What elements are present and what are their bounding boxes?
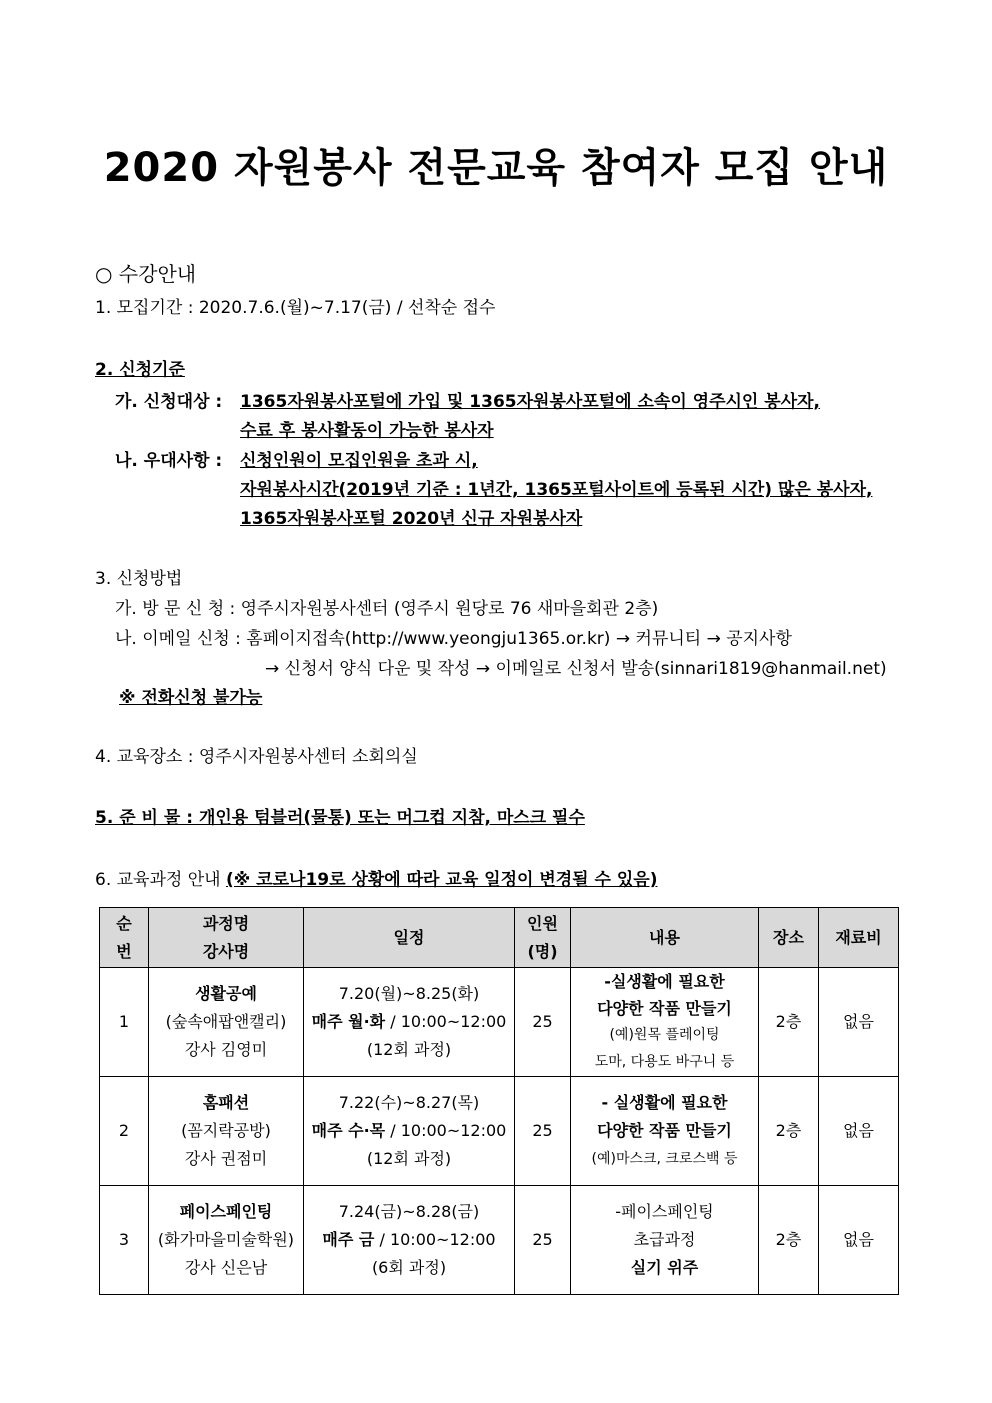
criteria-priority-line1: 신청인원이 모집인원을 초과 시,: [240, 451, 478, 471]
course-name: 생활공예: [195, 984, 257, 1003]
schedule-time-line: [304, 1008, 514, 1036]
content-line3: (예)원목 플레이팅: [609, 1027, 720, 1043]
schedule-sessions: (6회 과정): [371, 1258, 447, 1277]
cell-fee: 없음: [819, 1186, 899, 1295]
course-guide-note: (※ 코로나19로 상황에 따라 교육 일정이 변경될 수 있음): [225, 870, 658, 890]
criteria-target-line1: 1365자원봉사포털에 가입 및 1365자원봉사포털에 소속이 영주시인 봉사자,: [240, 392, 820, 412]
cell-course: [149, 968, 304, 1077]
supplies: 5. 준 비 물 : 개인용 텀블러(물통) 또는 머그컵 지참, 마스크 필수: [95, 808, 585, 828]
cell-fee: 없음: [819, 968, 899, 1077]
schedule-time-line: [304, 1226, 514, 1254]
page-title: 2020 자원봉사 전문교육 참여자 모집 안내: [103, 145, 889, 191]
section-heading: ○ 수강안내: [95, 262, 197, 286]
recruit-period-value: : 2020.7.6.(월)~7.17(금) / 선착순 접수: [187, 298, 496, 318]
content-line1: -실생활에 필요한: [604, 972, 725, 991]
course-teacher: 강사 김영미: [184, 1040, 268, 1059]
cell-schedule: [304, 1186, 515, 1295]
content-line1: - 실생활에 필요한: [601, 1093, 728, 1112]
criteria-priority-line2: 자원봉사시간(2019년 기준 : 1년간, 1365포털사이트에 등록된 시간) 많은 봉사자,: [240, 480, 873, 500]
table-row: [100, 968, 899, 1077]
cell-content: [571, 968, 759, 1077]
header-fee: 재료비: [819, 908, 899, 968]
cell-content: [571, 1186, 759, 1295]
header-course-line1: 과정명: [202, 913, 250, 933]
content-line2: 초급과정: [633, 1230, 696, 1249]
content-line1: -페이스페인팅: [615, 1202, 714, 1221]
course-teacher: 강사 권점미: [184, 1149, 268, 1168]
cell-people: 25: [515, 1077, 571, 1186]
course-guide-label: 6. 교육과정 안내: [95, 870, 221, 890]
venue: 4. 교육장소 : 영주시자원봉사센터 소회의실: [95, 747, 418, 767]
course-teacher: 강사 신은남: [184, 1258, 268, 1277]
cell-schedule: [304, 968, 515, 1077]
content-line3: 실기 위주: [630, 1258, 699, 1277]
header-no-line2: 번: [116, 941, 132, 961]
table-row: [100, 1077, 899, 1186]
schedule-days: 매주 수·목: [311, 1121, 386, 1140]
cell-content: [571, 1077, 759, 1186]
schedule-time-line: [304, 1117, 514, 1145]
schedule-date: 7.24(금)~8.28(금): [338, 1202, 480, 1221]
cell-schedule: [304, 1077, 515, 1186]
method-note: ※ 전화신청 불가능: [119, 688, 263, 708]
header-no: [100, 908, 149, 968]
course-guide: [95, 868, 657, 892]
course-org: (화가마을미술학원): [157, 1230, 295, 1249]
header-people: [515, 908, 571, 968]
criteria-heading: 2. 신청기준: [95, 360, 185, 380]
method-heading: 3. 신청방법: [95, 569, 183, 589]
content-line2: 다양한 작품 만들기: [597, 999, 732, 1018]
cell-no: 3: [100, 1186, 149, 1295]
course-table: [99, 907, 899, 1295]
course-org: (꼼지락공방): [181, 1121, 271, 1140]
schedule-time: / 10:00~12:00: [390, 1012, 507, 1031]
schedule-date: 7.20(월)~8.25(화): [338, 984, 480, 1003]
recruit-period: [95, 296, 495, 320]
content-line4: 도마, 다용도 바구니 등: [594, 1054, 735, 1070]
method-email-line1: 나. 이메일 신청 : 홈페이지접속(http://www.yeongju1365.or.kr) → 커뮤니티 → 공지사항: [115, 629, 792, 649]
schedule-days: 매주 금: [322, 1230, 375, 1249]
header-place: 장소: [759, 908, 819, 968]
header-no-line1: 순: [116, 913, 132, 933]
course-org: (숲속애팝앤캘리): [165, 1012, 287, 1031]
cell-people: 25: [515, 968, 571, 1077]
header-schedule: 일정: [304, 908, 515, 968]
recruit-period-label: 1. 모집기간: [95, 298, 183, 318]
header-course: [149, 908, 304, 968]
table-header-row: [100, 908, 899, 968]
cell-place: 2층: [759, 968, 819, 1077]
cell-fee: 없음: [819, 1077, 899, 1186]
table-row: [100, 1186, 899, 1295]
method-email-line2: → 신청서 양식 다운 및 작성 → 이메일로 신청서 발송(sinnari1819@hanmail.net): [265, 659, 887, 679]
cell-place: 2층: [759, 1186, 819, 1295]
schedule-sessions: (12회 과정): [366, 1149, 452, 1168]
schedule-time: / 10:00~12:00: [379, 1230, 496, 1249]
content-line3: (예)마스크, 크로스백 등: [591, 1151, 738, 1167]
header-people-line1: 인원: [527, 913, 558, 933]
header-people-line2: (명): [527, 941, 558, 961]
cell-people: 25: [515, 1186, 571, 1295]
schedule-sessions: (12회 과정): [366, 1040, 452, 1059]
course-name: 홈패션: [202, 1093, 250, 1112]
criteria-priority-label: 나. 우대사항 :: [115, 451, 223, 471]
content-line2: 다양한 작품 만들기: [597, 1121, 732, 1140]
criteria-target-line2: 수료 후 봉사활동이 가능한 봉사자: [240, 421, 494, 441]
criteria-priority-line3: 1365자원봉사포털 2020년 신규 자원봉사자: [240, 509, 583, 529]
criteria-target-label: 가. 신청대상 :: [115, 392, 223, 412]
schedule-date: 7.22(수)~8.27(목): [338, 1093, 480, 1112]
cell-place: 2층: [759, 1077, 819, 1186]
cell-no: 2: [100, 1077, 149, 1186]
cell-no: 1: [100, 968, 149, 1077]
method-visit: 가. 방 문 신 청 : 영주시자원봉사센터 (영주시 원당로 76 새마을회관 2층): [115, 599, 659, 619]
course-name: 페이스페인팅: [179, 1202, 273, 1221]
schedule-days: 매주 월·화: [311, 1012, 386, 1031]
header-course-line2: 강사명: [202, 941, 250, 961]
cell-course: [149, 1186, 304, 1295]
schedule-time: / 10:00~12:00: [390, 1121, 507, 1140]
header-content: 내용: [571, 908, 759, 968]
cell-course: [149, 1077, 304, 1186]
